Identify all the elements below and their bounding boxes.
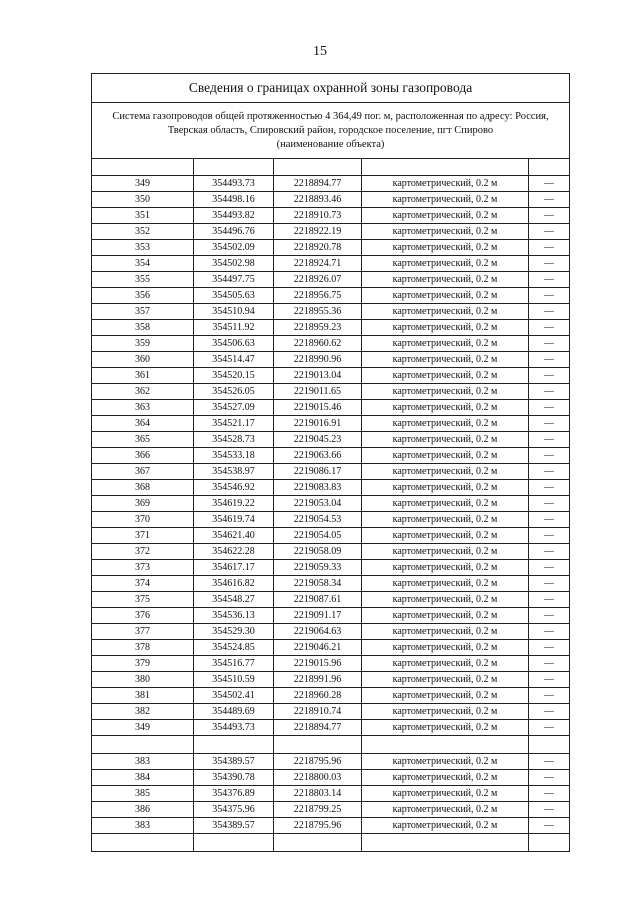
x-coordinate-cell: 354521.17 <box>194 416 274 432</box>
method-cell: картометрический, 0.2 м <box>362 786 529 802</box>
point-number-cell: 374 <box>92 576 194 592</box>
method-cell: картометрический, 0.2 м <box>362 480 529 496</box>
method-cell: картометрический, 0.2 м <box>362 592 529 608</box>
point-number-cell: 384 <box>92 770 194 786</box>
description-cell: — <box>529 352 570 368</box>
x-coordinate-cell: 354533.18 <box>194 448 274 464</box>
description-cell: — <box>529 384 570 400</box>
method-cell: картометрический, 0.2 м <box>362 704 529 720</box>
description-cell: — <box>529 704 570 720</box>
method-cell: картометрический, 0.2 м <box>362 288 529 304</box>
y-coordinate-cell: 2218959.23 <box>274 320 362 336</box>
x-coordinate-cell: 354510.94 <box>194 304 274 320</box>
table-row <box>92 192 570 208</box>
point-number-cell: 371 <box>92 528 194 544</box>
point-number-cell: 363 <box>92 400 194 416</box>
description-cell: — <box>529 240 570 256</box>
point-number-cell: 356 <box>92 288 194 304</box>
empty-cell <box>92 834 194 852</box>
table-row <box>92 802 570 818</box>
description-cell: — <box>529 754 570 770</box>
table-row <box>92 448 570 464</box>
empty-cell <box>274 736 362 754</box>
table-row <box>92 560 570 576</box>
method-cell: картометрический, 0.2 м <box>362 656 529 672</box>
table-row <box>92 624 570 640</box>
y-coordinate-cell: 2218926.07 <box>274 272 362 288</box>
point-number-cell: 360 <box>92 352 194 368</box>
object-info-line-2: Тверская область, Спировский район, городское поселение, пгт Спирово <box>167 124 494 136</box>
x-coordinate-cell: 354498.16 <box>194 192 274 208</box>
x-coordinate-cell: 354511.92 <box>194 320 274 336</box>
point-number-cell: 365 <box>92 432 194 448</box>
description-cell: — <box>529 608 570 624</box>
method-cell: картометрический, 0.2 м <box>362 256 529 272</box>
y-coordinate-cell: 2218922.19 <box>274 224 362 240</box>
description-cell: — <box>529 544 570 560</box>
point-number-cell: 373 <box>92 560 194 576</box>
description-cell: — <box>529 464 570 480</box>
description-cell: — <box>529 512 570 528</box>
description-cell: — <box>529 208 570 224</box>
description-cell: — <box>529 368 570 384</box>
y-coordinate-cell: 2219091.17 <box>274 608 362 624</box>
table-row <box>92 336 570 352</box>
x-coordinate-cell: 354502.41 <box>194 688 274 704</box>
header-cell <box>92 159 194 176</box>
method-cell: картометрический, 0.2 м <box>362 224 529 240</box>
point-number-cell: 386 <box>92 802 194 818</box>
table-row <box>92 770 570 786</box>
table-row <box>92 544 570 560</box>
table-row <box>92 656 570 672</box>
x-coordinate-cell: 354621.40 <box>194 528 274 544</box>
y-coordinate-cell: 2219045.23 <box>274 432 362 448</box>
x-coordinate-cell: 354502.98 <box>194 256 274 272</box>
description-cell: — <box>529 786 570 802</box>
point-number-cell: 370 <box>92 512 194 528</box>
method-cell: картометрический, 0.2 м <box>362 240 529 256</box>
x-coordinate-cell: 354506.63 <box>194 336 274 352</box>
point-number-cell: 349 <box>92 720 194 736</box>
table-row <box>92 496 570 512</box>
description-cell: — <box>529 720 570 736</box>
method-cell: картометрический, 0.2 м <box>362 384 529 400</box>
y-coordinate-cell: 2219058.34 <box>274 576 362 592</box>
x-coordinate-cell: 354514.47 <box>194 352 274 368</box>
empty-cell <box>362 834 529 852</box>
description-cell: — <box>529 480 570 496</box>
x-coordinate-cell: 354536.13 <box>194 608 274 624</box>
method-cell: картометрический, 0.2 м <box>362 560 529 576</box>
y-coordinate-cell: 2219015.46 <box>274 400 362 416</box>
point-number-cell: 350 <box>92 192 194 208</box>
table-row <box>92 208 570 224</box>
table-row <box>92 640 570 656</box>
x-coordinate-cell: 354622.28 <box>194 544 274 560</box>
y-coordinate-cell: 2219064.63 <box>274 624 362 640</box>
y-coordinate-cell: 2219083.83 <box>274 480 362 496</box>
method-cell: картометрический, 0.2 м <box>362 818 529 834</box>
table-row <box>92 608 570 624</box>
description-cell: — <box>529 560 570 576</box>
x-coordinate-cell: 354389.57 <box>194 754 274 770</box>
point-number-cell: 352 <box>92 224 194 240</box>
trailing-empty-row <box>92 834 570 852</box>
method-cell: картометрический, 0.2 м <box>362 400 529 416</box>
x-coordinate-cell: 354493.73 <box>194 176 274 192</box>
table-row <box>92 384 570 400</box>
method-cell: картометрический, 0.2 м <box>362 802 529 818</box>
empty-cell <box>274 834 362 852</box>
y-coordinate-cell: 2219046.21 <box>274 640 362 656</box>
point-number-cell: 382 <box>92 704 194 720</box>
table-row <box>92 528 570 544</box>
header-cell <box>194 159 274 176</box>
point-number-cell: 361 <box>92 368 194 384</box>
y-coordinate-cell: 2218894.77 <box>274 176 362 192</box>
y-coordinate-cell: 2218920.78 <box>274 240 362 256</box>
point-number-cell: 366 <box>92 448 194 464</box>
description-cell: — <box>529 672 570 688</box>
method-cell: картометрический, 0.2 м <box>362 320 529 336</box>
description-cell: — <box>529 176 570 192</box>
description-cell: — <box>529 624 570 640</box>
description-cell: — <box>529 288 570 304</box>
table-row <box>92 818 570 834</box>
method-cell: картометрический, 0.2 м <box>362 208 529 224</box>
x-coordinate-cell: 354497.75 <box>194 272 274 288</box>
point-number-cell: 355 <box>92 272 194 288</box>
x-coordinate-cell: 354527.09 <box>194 400 274 416</box>
point-number-cell: 349 <box>92 176 194 192</box>
y-coordinate-cell: 2219059.33 <box>274 560 362 576</box>
point-number-cell: 364 <box>92 416 194 432</box>
y-coordinate-cell: 2218910.74 <box>274 704 362 720</box>
point-number-cell: 358 <box>92 320 194 336</box>
y-coordinate-cell: 2219054.53 <box>274 512 362 528</box>
x-coordinate-cell: 354520.15 <box>194 368 274 384</box>
empty-cell <box>194 736 274 754</box>
point-number-cell: 379 <box>92 656 194 672</box>
x-coordinate-cell: 354538.97 <box>194 464 274 480</box>
method-cell: картометрический, 0.2 м <box>362 448 529 464</box>
empty-cell <box>529 834 570 852</box>
description-cell: — <box>529 224 570 240</box>
method-cell: картометрический, 0.2 м <box>362 432 529 448</box>
empty-cell <box>362 736 529 754</box>
header-cell <box>274 159 362 176</box>
y-coordinate-cell: 2219063.66 <box>274 448 362 464</box>
table-row <box>92 176 570 192</box>
description-cell: — <box>529 592 570 608</box>
table-row <box>92 576 570 592</box>
table-row <box>92 320 570 336</box>
description-cell: — <box>529 448 570 464</box>
table-row <box>92 592 570 608</box>
y-coordinate-cell: 2218924.71 <box>274 256 362 272</box>
method-cell: картометрический, 0.2 м <box>362 544 529 560</box>
table-row <box>92 720 570 736</box>
method-cell: картометрический, 0.2 м <box>362 576 529 592</box>
method-cell: картометрический, 0.2 м <box>362 770 529 786</box>
description-cell: — <box>529 256 570 272</box>
x-coordinate-cell: 354548.27 <box>194 592 274 608</box>
y-coordinate-cell: 2218894.77 <box>274 720 362 736</box>
description-cell: — <box>529 770 570 786</box>
separator-row <box>92 736 570 754</box>
empty-cell <box>194 834 274 852</box>
boundary-table <box>91 73 570 852</box>
table-row <box>92 256 570 272</box>
y-coordinate-cell: 2219054.05 <box>274 528 362 544</box>
method-cell: картометрический, 0.2 м <box>362 608 529 624</box>
table-row <box>92 688 570 704</box>
x-coordinate-cell: 354516.77 <box>194 656 274 672</box>
description-cell: — <box>529 192 570 208</box>
description-cell: — <box>529 656 570 672</box>
point-number-cell: 368 <box>92 480 194 496</box>
point-number-cell: 372 <box>92 544 194 560</box>
point-number-cell: 357 <box>92 304 194 320</box>
description-cell: — <box>529 688 570 704</box>
description-cell: — <box>529 818 570 834</box>
y-coordinate-cell: 2219058.09 <box>274 544 362 560</box>
method-cell: картометрический, 0.2 м <box>362 528 529 544</box>
description-cell: — <box>529 432 570 448</box>
x-coordinate-cell: 354616.82 <box>194 576 274 592</box>
description-cell: — <box>529 304 570 320</box>
y-coordinate-cell: 2218990.96 <box>274 352 362 368</box>
table-row <box>92 480 570 496</box>
table-row <box>92 288 570 304</box>
point-number-cell: 354 <box>92 256 194 272</box>
header-cell <box>529 159 570 176</box>
description-cell: — <box>529 320 570 336</box>
point-number-cell: 369 <box>92 496 194 512</box>
y-coordinate-cell: 2219011.65 <box>274 384 362 400</box>
point-number-cell: 359 <box>92 336 194 352</box>
boundary-table-container <box>91 73 569 852</box>
method-cell: картометрический, 0.2 м <box>362 672 529 688</box>
method-cell: картометрический, 0.2 м <box>362 624 529 640</box>
table-row <box>92 786 570 802</box>
x-coordinate-cell: 354493.73 <box>194 720 274 736</box>
y-coordinate-cell: 2218991.96 <box>274 672 362 688</box>
table-row <box>92 400 570 416</box>
x-coordinate-cell: 354389.57 <box>194 818 274 834</box>
method-cell: картометрический, 0.2 м <box>362 304 529 320</box>
x-coordinate-cell: 354619.22 <box>194 496 274 512</box>
description-cell: — <box>529 496 570 512</box>
table-row <box>92 672 570 688</box>
y-coordinate-cell: 2218799.25 <box>274 802 362 818</box>
point-number-cell: 376 <box>92 608 194 624</box>
point-number-cell: 383 <box>92 818 194 834</box>
table-row <box>92 416 570 432</box>
empty-cell <box>92 736 194 754</box>
x-coordinate-cell: 354502.09 <box>194 240 274 256</box>
y-coordinate-cell: 2218893.46 <box>274 192 362 208</box>
point-number-cell: 385 <box>92 786 194 802</box>
y-coordinate-cell: 2219015.96 <box>274 656 362 672</box>
x-coordinate-cell: 354489.69 <box>194 704 274 720</box>
y-coordinate-cell: 2218960.28 <box>274 688 362 704</box>
y-coordinate-cell: 2218800.03 <box>274 770 362 786</box>
object-info-caption: (наименование объекта) <box>276 138 385 150</box>
object-info-line-1: Система газопроводов общей протяженностью 4 364,49 пог. м, расположенная по адресу: Россия, <box>112 110 549 122</box>
description-cell: — <box>529 336 570 352</box>
table-row <box>92 464 570 480</box>
y-coordinate-cell: 2219016.91 <box>274 416 362 432</box>
description-cell: — <box>529 802 570 818</box>
y-coordinate-cell: 2218960.62 <box>274 336 362 352</box>
point-number-cell: 377 <box>92 624 194 640</box>
point-number-cell: 381 <box>92 688 194 704</box>
table-row <box>92 224 570 240</box>
description-cell: — <box>529 640 570 656</box>
method-cell: картометрический, 0.2 м <box>362 416 529 432</box>
table-row <box>92 240 570 256</box>
table-row <box>92 754 570 770</box>
x-coordinate-cell: 354505.63 <box>194 288 274 304</box>
table-row <box>92 272 570 288</box>
y-coordinate-cell: 2218803.14 <box>274 786 362 802</box>
y-coordinate-cell: 2219087.61 <box>274 592 362 608</box>
x-coordinate-cell: 354619.74 <box>194 512 274 528</box>
x-coordinate-cell: 354376.89 <box>194 786 274 802</box>
y-coordinate-cell: 2218795.96 <box>274 818 362 834</box>
table-row <box>92 368 570 384</box>
y-coordinate-cell: 2218956.75 <box>274 288 362 304</box>
table-row <box>92 304 570 320</box>
method-cell: картометрический, 0.2 м <box>362 640 529 656</box>
table-row <box>92 432 570 448</box>
x-coordinate-cell: 354617.17 <box>194 560 274 576</box>
object-info <box>92 103 570 159</box>
method-cell: картометрический, 0.2 м <box>362 512 529 528</box>
y-coordinate-cell: 2219053.04 <box>274 496 362 512</box>
method-cell: картометрический, 0.2 м <box>362 192 529 208</box>
x-coordinate-cell: 354526.05 <box>194 384 274 400</box>
title-row <box>92 74 570 103</box>
x-coordinate-cell: 354390.78 <box>194 770 274 786</box>
empty-cell <box>529 736 570 754</box>
table-row <box>92 352 570 368</box>
description-cell: — <box>529 272 570 288</box>
x-coordinate-cell: 354496.76 <box>194 224 274 240</box>
description-cell: — <box>529 576 570 592</box>
point-number-cell: 351 <box>92 208 194 224</box>
method-cell: картометрический, 0.2 м <box>362 720 529 736</box>
point-number-cell: 383 <box>92 754 194 770</box>
x-coordinate-cell: 354375.96 <box>194 802 274 818</box>
point-number-cell: 362 <box>92 384 194 400</box>
method-cell: картометрический, 0.2 м <box>362 464 529 480</box>
method-cell: картометрический, 0.2 м <box>362 496 529 512</box>
point-number-cell: 367 <box>92 464 194 480</box>
object-info-row <box>92 103 570 159</box>
table-row <box>92 704 570 720</box>
method-cell: картометрический, 0.2 м <box>362 176 529 192</box>
y-coordinate-cell: 2218910.73 <box>274 208 362 224</box>
method-cell: картометрический, 0.2 м <box>362 754 529 770</box>
point-number-cell: 375 <box>92 592 194 608</box>
method-cell: картометрический, 0.2 м <box>362 336 529 352</box>
description-cell: — <box>529 400 570 416</box>
x-coordinate-cell: 354546.92 <box>194 480 274 496</box>
header-blank-row <box>92 159 570 176</box>
x-coordinate-cell: 354528.73 <box>194 432 274 448</box>
header-cell <box>362 159 529 176</box>
y-coordinate-cell: 2219013.04 <box>274 368 362 384</box>
x-coordinate-cell: 354510.59 <box>194 672 274 688</box>
page-number: 15 <box>313 44 327 59</box>
y-coordinate-cell: 2219086.17 <box>274 464 362 480</box>
x-coordinate-cell: 354493.82 <box>194 208 274 224</box>
x-coordinate-cell: 354529.30 <box>194 624 274 640</box>
description-cell: — <box>529 416 570 432</box>
y-coordinate-cell: 2218795.96 <box>274 754 362 770</box>
method-cell: картометрический, 0.2 м <box>362 368 529 384</box>
x-coordinate-cell: 354524.85 <box>194 640 274 656</box>
point-number-cell: 353 <box>92 240 194 256</box>
method-cell: картометрический, 0.2 м <box>362 352 529 368</box>
table-row <box>92 512 570 528</box>
method-cell: картометрический, 0.2 м <box>362 688 529 704</box>
point-number-cell: 378 <box>92 640 194 656</box>
method-cell: картометрический, 0.2 м <box>362 272 529 288</box>
description-cell: — <box>529 528 570 544</box>
point-number-cell: 380 <box>92 672 194 688</box>
table-title: Сведения о границах охранной зоны газопровода <box>92 74 570 103</box>
y-coordinate-cell: 2218955.36 <box>274 304 362 320</box>
